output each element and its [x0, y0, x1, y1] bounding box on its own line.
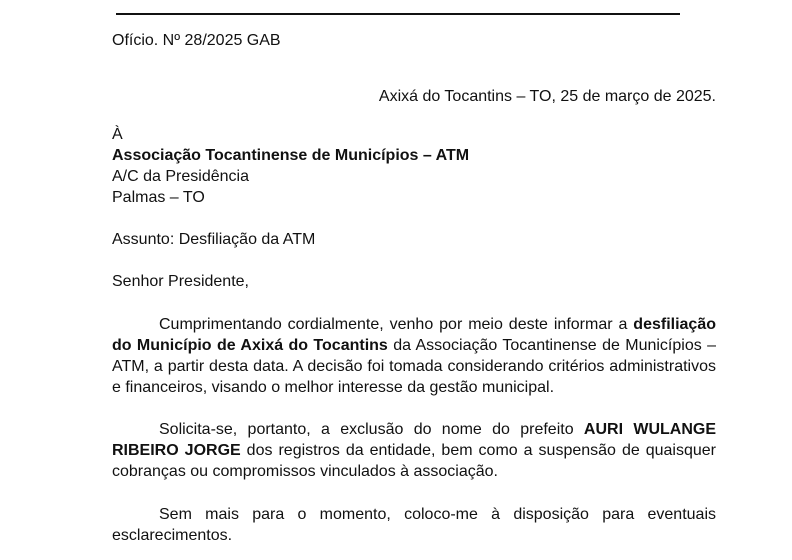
- paragraph2-text-end: dos registros da entidade, bem como a suspensão de quaisquer cobranças ou compromissos vinculados à associação.: [112, 442, 716, 480]
- recipient-organization: Associação Tocantinense de Municípios – ATM: [112, 147, 470, 164]
- paragraph3-text: Sem mais para o momento, coloco-me à disposição para eventuais esclarecimentos.: [112, 506, 716, 544]
- paragraph2-text-start: Solicita-se, portanto, a exclusão do nome do prefeito: [159, 421, 584, 438]
- paragraph2-bold: AURI WULANGE RIBEIRO JORGE: [112, 421, 716, 459]
- paragraph1-text-start: Cumprimentando cordialmente, venho por meio deste informar a: [159, 316, 634, 333]
- paragraph1-text-end: da Associação Tocantinense de Municípios – ATM, a partir desta data. A decisão foi tomada considerando critérios administrativos e financeiros, visando o melhor interesse da gestão municipal.: [112, 337, 717, 396]
- recipient-attention: A/C da Presidência: [112, 168, 249, 185]
- salutation: Senhor Presidente,: [112, 273, 249, 290]
- place-date: Axixá do Tocantins – TO, 25 de março de 2025.: [378, 88, 716, 105]
- recipient-city: Palmas – TO: [112, 189, 205, 206]
- header-rule: [116, 13, 680, 15]
- subject-line: Assunto: Desfiliação da ATM: [112, 231, 316, 248]
- paragraph-exclusao: [112, 419, 716, 482]
- paragraph-desfiliacao: [112, 314, 716, 398]
- recipient-to: À: [112, 126, 123, 143]
- paragraph1-bold: desfiliação do Município de Axixá do Tocantins: [112, 316, 716, 354]
- office-reference: Ofício. Nº 28/2025 GAB: [112, 32, 281, 49]
- paragraph-encerramento: [112, 504, 716, 546]
